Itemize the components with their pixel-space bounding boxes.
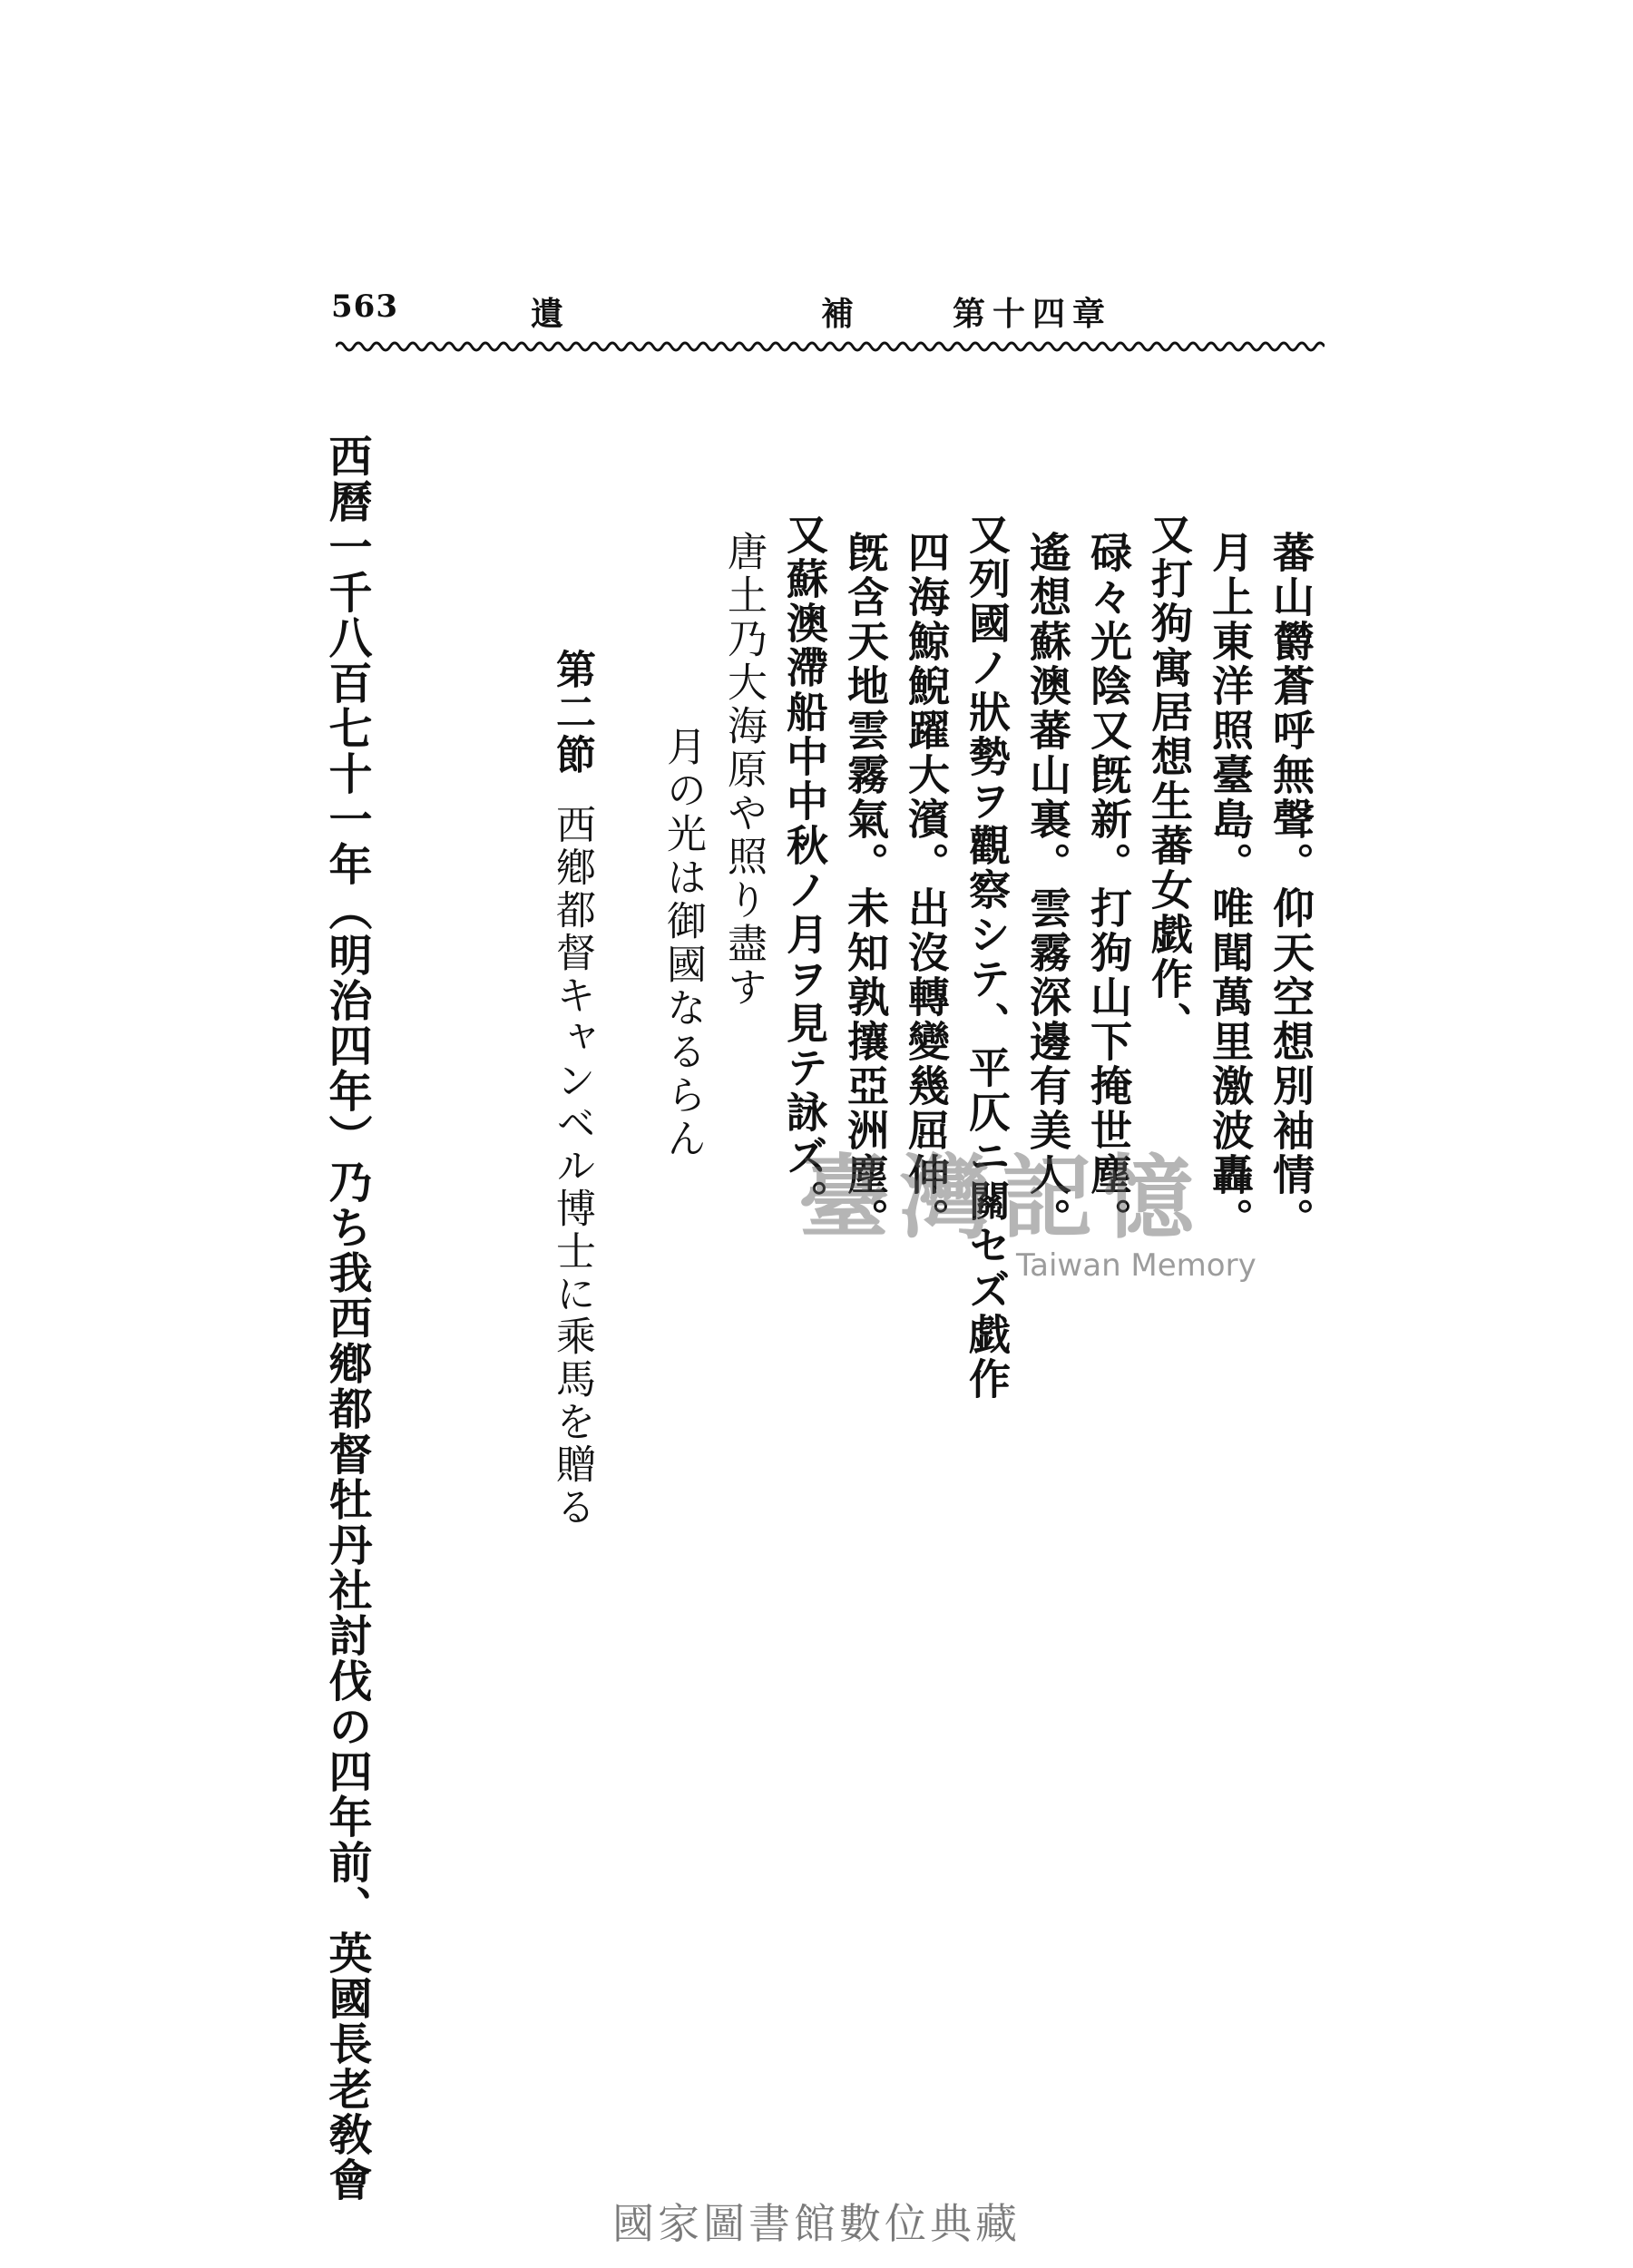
poem3-line2: 旣含天地雲霧氣。未知孰攘亞洲塵。 bbox=[841, 531, 890, 1242]
section-heading bbox=[549, 649, 595, 1529]
section-label: 第二節 bbox=[549, 649, 595, 777]
poem3-line1: 四海鯨鯢躍大濱。出沒轉變幾屈伸。 bbox=[902, 531, 951, 1242]
poem2-line2: 遙想蘇澳蕃山裏。雲霧深邊有美人。 bbox=[1023, 531, 1072, 1242]
body-line-1: 西曆一千八百七十一年（明治四年）乃ち我西鄕都督牡丹社討伐の四年前、英國長老敎會 bbox=[321, 434, 372, 2203]
poem4-title: 又蘇澳滯船中中秋ノ月ヲ見テ詠ズ。 bbox=[780, 513, 829, 1224]
running-title-char-1: 遺 bbox=[531, 295, 564, 333]
poem1-line2: 月上東洋照臺島。唯聞萬里激波轟。 bbox=[1206, 531, 1255, 1242]
running-title-char-2: 補 bbox=[821, 295, 855, 333]
taiwan-memory-watermark bbox=[798, 1125, 1288, 1297]
haiku-line2: 月の光は御國なるらん bbox=[660, 726, 706, 1161]
page-number: 563 bbox=[331, 288, 398, 325]
header-wavy-rule bbox=[336, 336, 1325, 357]
watermark-title: 臺灣記憶 bbox=[798, 1144, 1205, 1251]
section-title: 西鄕都督キャンベル博士に乘馬を贈る bbox=[549, 804, 595, 1529]
haiku-line1: 唐土乃大海原や照り盡す bbox=[720, 531, 767, 1010]
running-title-chapter: 第十四章 bbox=[953, 295, 1113, 333]
poem2-line1: 碌々光陰又旣新。打狗山下掩世塵。 bbox=[1084, 531, 1133, 1242]
watermark-subtitle: Taiwan Memory bbox=[1016, 1247, 1257, 1284]
library-footer: 國家圖書館數位典藏 bbox=[612, 2199, 1021, 2248]
poem3-title: 又列國ノ狀勢ヲ觀察シテ、平仄ニ關セズ戯作 bbox=[963, 513, 1012, 1402]
poem1-line1: 蕃山欝蒼呼無聲。仰天空想別袖情。 bbox=[1266, 531, 1315, 1242]
poem2-title: 又打狗寓居想生蕃女戯作、 bbox=[1145, 513, 1194, 1046]
